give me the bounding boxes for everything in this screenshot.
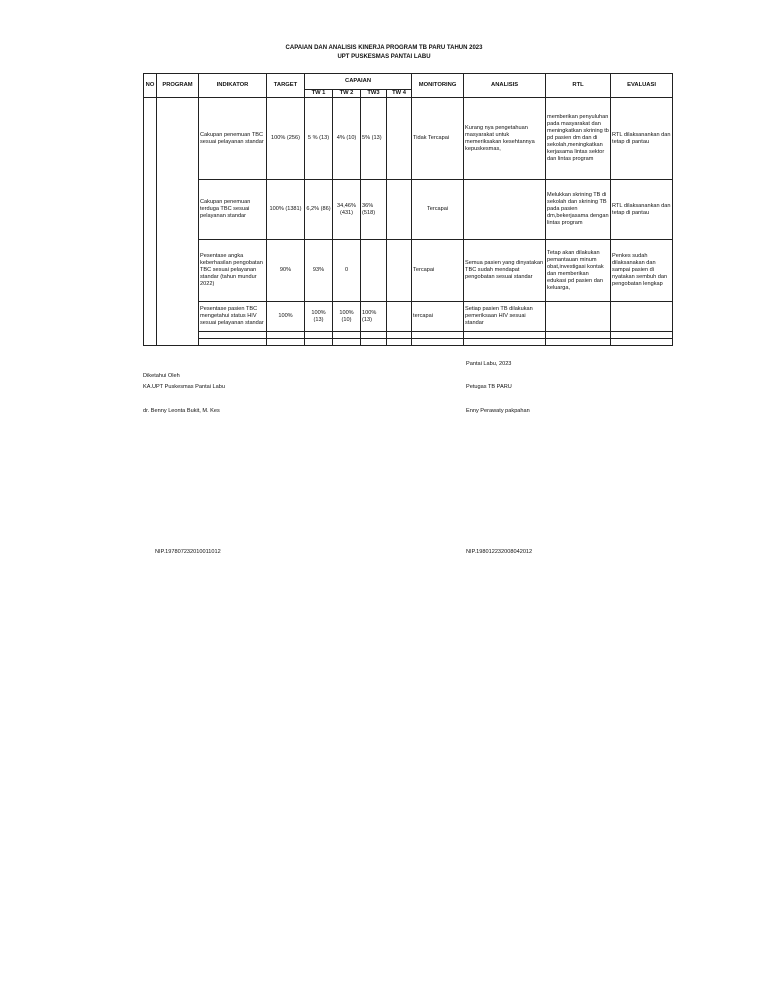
table-row (144, 332, 673, 339)
monitoring-cell: Tercapai (412, 240, 464, 302)
table-row (144, 98, 673, 180)
tw1-cell: 6,2% (86) (305, 180, 333, 240)
evaluasi-cell (611, 302, 673, 332)
table-row (144, 339, 673, 346)
head-nip: NIP.197807232010011012 (155, 549, 221, 555)
target-cell: 90% (267, 240, 305, 302)
tw3-cell: 5% (13) (361, 98, 387, 180)
monitoring-cell: tercapai (412, 302, 464, 332)
monitoring-cell: Tidak Tercapai (412, 98, 464, 180)
place-date: Pantai Labu, 2023 (466, 361, 512, 367)
tw4-cell (387, 98, 412, 180)
header-indikator: INDIKATOR (199, 74, 267, 98)
evaluasi-cell: RTL dilaksanankan dan tetap di pantau (611, 180, 673, 240)
indikator-cell: Cakupan penemuan TBC sesuai pelayanan standar (199, 98, 267, 180)
header-rtl: RTL (546, 74, 611, 98)
header-target: TARGET (267, 74, 305, 98)
tw1-cell: 5 % (13) (305, 98, 333, 180)
document-title (0, 44, 768, 62)
tw1-cell: 100% (13) (305, 302, 333, 332)
monitoring-cell: Tercapai (412, 180, 464, 240)
indikator-cell: Pesentase angka keberhasilan pengobatan TBC sesuai pelayanan standar (tahun mundur 2022) (199, 240, 267, 302)
table-row (144, 240, 673, 302)
rtl-cell (546, 302, 611, 332)
table-row (144, 302, 673, 332)
analisis-cell (464, 180, 546, 240)
tw2-cell: 0 (333, 240, 361, 302)
header-no: NO (144, 74, 157, 98)
analisis-cell: Setiap pasien TB dilakukan pemeriksaan HIV sesuai standar (464, 302, 546, 332)
tw3-cell (361, 240, 387, 302)
tw2-cell: 34,46% (431) (333, 180, 361, 240)
tw4-cell (387, 302, 412, 332)
tw1-cell: 93% (305, 240, 333, 302)
rtl-cell: Melukkan skrining TB di sekolah dan skrining TB pada pasien dm,bekerjasama dengan lintas program (546, 180, 611, 240)
header-tw3: TW3 (361, 90, 387, 98)
known-by-label: Diketahui Oleh (143, 373, 180, 379)
rtl-cell: memberikan penyuluhan pada masyarakat dan meningkatkan skrining tb pd pasien dm dan di sekolah,meningkatkan kerjasama lintas sektor dan lintas program (546, 98, 611, 180)
rtl-cell: Tetap akan dilakukan pemantauan minum obat,investigasi kontak dan memberikan edukasi pd pasien dan keluarga, (546, 240, 611, 302)
program-cell (157, 98, 199, 346)
target-cell: 100% (256) (267, 98, 305, 180)
target-cell: 100% (267, 302, 305, 332)
header-analisis: ANALISIS (464, 74, 546, 98)
head-title: KA.UPT Puskesmas Pantai Labu (143, 384, 225, 390)
header-evaluasi: EVALUASI (611, 74, 673, 98)
tw4-cell (387, 240, 412, 302)
indikator-cell: Cakupan penemuan terduga TBC sesuai pelayanan standar (199, 180, 267, 240)
officer-title: Petugas TB PARU (466, 384, 512, 390)
performance-table (143, 73, 673, 346)
header-tw4: TW 4 (387, 90, 412, 98)
title-line-1: CAPAIAN DAN ANALISIS KINERJA PROGRAM TB PARU TAHUN 2023 (285, 45, 483, 51)
tw3-cell: 100% (13) (361, 302, 387, 332)
evaluasi-cell: RTL dilaksanankan dan tetap di pantau (611, 98, 673, 180)
header-tw2: TW 2 (333, 90, 361, 98)
header-program: PROGRAM (157, 74, 199, 98)
analisis-cell: Kurang nya pengetahuan masyarakat untuk memeriksakan kesehtannya kepuskesmas, (464, 98, 546, 180)
tw4-cell (387, 180, 412, 240)
analisis-cell: Semua pasien yang dinyatakan TBC sudah mendapat pengobatan sesuai standar (464, 240, 546, 302)
officer-nip: NIP.198012232008042012 (466, 549, 533, 555)
evaluasi-cell: Penkes sudah dilaksanakan dan sampai pasien di nyatakan sembuh dan pengobatan lengkap (611, 240, 673, 302)
target-cell: 100% (1381) (267, 180, 305, 240)
no-cell (144, 98, 157, 346)
table-row (144, 180, 673, 240)
indikator-cell: Pesentase pasien TBC mengetahui status HIV sesuai pelayanan standar (199, 302, 267, 332)
tw3-cell: 36% (518) (361, 180, 387, 240)
tw2-cell: 100% (10) (333, 302, 361, 332)
header-tw1: TW 1 (305, 90, 333, 98)
officer-name: Enny Perawaty pakpahan (466, 408, 530, 414)
header-capaian: CAPAIAN (305, 74, 412, 90)
tw2-cell: 4% (10) (333, 98, 361, 180)
head-name: dr. Benny Leonta Bukit, M. Kes (143, 408, 220, 414)
header-monitoring: MONITORING (412, 74, 464, 98)
title-line-2: UPT PUSKESMAS PANTAI LABU (337, 54, 431, 60)
